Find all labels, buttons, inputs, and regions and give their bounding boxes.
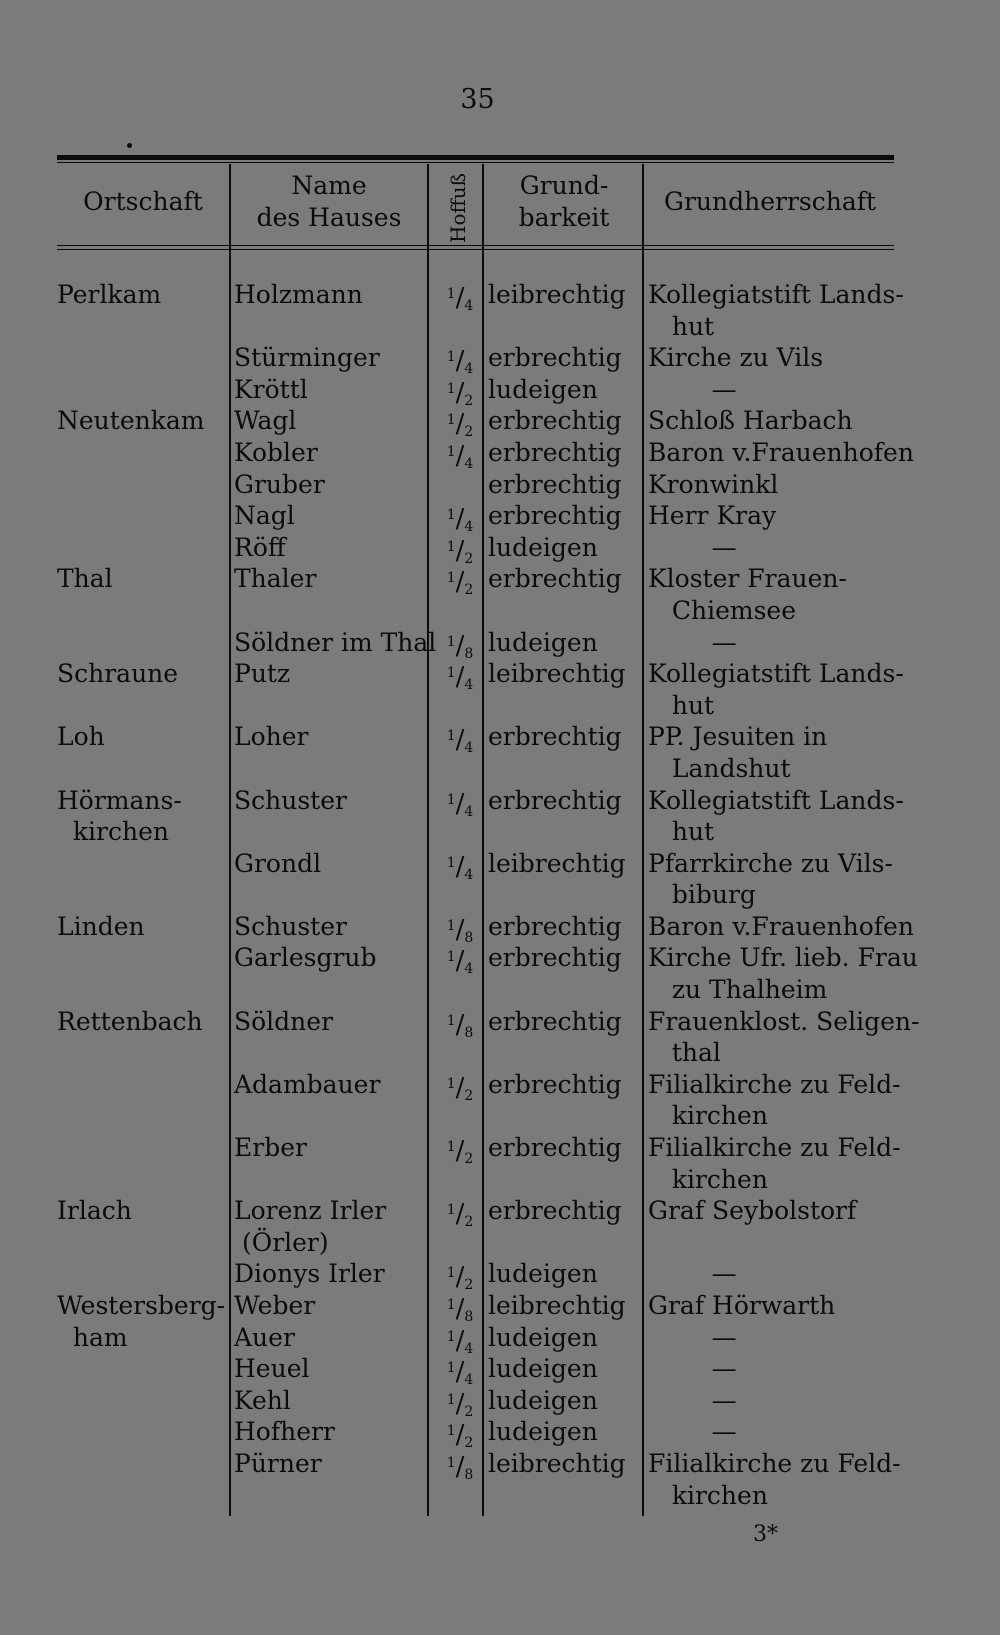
- cell-grundbarkeit: erbrechtig: [488, 785, 622, 815]
- cell-grundbarkeit: ludeigen: [488, 1417, 598, 1447]
- cell-grundbarkeit: ludeigen: [488, 532, 598, 562]
- table-row: [0, 658, 1000, 694]
- fraction-denominator: 2: [464, 550, 474, 567]
- fraction-slash: /: [455, 440, 465, 471]
- cell-hausname: Auer: [234, 1322, 295, 1352]
- cell-grundherrschaft: Baron v.Frauenhofen: [648, 911, 914, 941]
- cell-grundherrschaft: Kronwinkl: [648, 469, 779, 499]
- cell-grundbarkeit: erbrechtig: [488, 343, 622, 373]
- cell-hausname: Nagl: [234, 501, 295, 531]
- cell-grundherrschaft: Kirche zu Vils: [648, 343, 824, 373]
- table-row: [0, 753, 1000, 785]
- cell-grundherrschaft: biburg: [648, 880, 756, 910]
- fraction-slash: /: [455, 504, 465, 535]
- table-row: [0, 1385, 1000, 1420]
- fraction-numerator: 1: [446, 949, 456, 966]
- fraction-numerator: 1: [446, 286, 456, 302]
- table-row: [0, 1132, 1000, 1168]
- top-rule-thin: [57, 162, 894, 163]
- table-row: [0, 1100, 1000, 1132]
- table-row: [0, 311, 1000, 343]
- fraction-denominator: 4: [464, 677, 474, 694]
- table-row: [0, 721, 1000, 757]
- table-row: [0, 374, 1000, 409]
- fraction-denominator: 4: [464, 361, 474, 378]
- table-row: [0, 848, 1000, 883]
- cell-grundbarkeit: erbrechtig: [488, 1196, 622, 1226]
- table-row: [0, 690, 1000, 722]
- header-hoffuss-text: Hoffuß: [446, 173, 470, 243]
- cell-hausname: (Örler): [234, 1227, 329, 1257]
- table-row: [0, 342, 1000, 378]
- fraction-numerator: 1: [446, 349, 456, 366]
- cell-ortschaft: Schraune: [57, 659, 179, 689]
- table-row: [0, 469, 1000, 501]
- cell-grundbarkeit: ludeigen: [488, 374, 598, 404]
- cell-hausname: Pürner: [234, 1448, 322, 1478]
- fraction-denominator: 8: [464, 929, 474, 946]
- fraction-numerator: 1: [446, 1297, 456, 1313]
- cell-grundherrschaft: Baron v.Frauenhofen: [648, 437, 914, 467]
- cell-grundherrschaft: Kloster Frauen-: [648, 564, 847, 594]
- fraction-numerator: 1: [446, 633, 456, 650]
- cell-ortschaft: Rettenbach: [57, 1006, 203, 1036]
- table-row: [0, 1322, 1000, 1357]
- fraction-denominator: 2: [464, 1151, 474, 1168]
- table-row: [0, 1448, 1000, 1483]
- fraction-slash: /: [455, 725, 465, 756]
- table-row: [0, 911, 1000, 946]
- fraction-slash: /: [455, 630, 465, 661]
- fraction-denominator: 2: [464, 424, 474, 441]
- fraction-numerator: 1: [446, 917, 456, 934]
- fraction-denominator: 4: [464, 1372, 474, 1389]
- fraction-slash: /: [455, 567, 465, 598]
- cell-grundbarkeit: erbrechtig: [488, 722, 622, 752]
- cell-grundherrschaft: —: [648, 532, 737, 562]
- fraction-slash: /: [455, 346, 465, 377]
- cell-grundherrschaft: Schloß Harbach: [648, 406, 853, 436]
- fraction-denominator: 4: [464, 298, 474, 314]
- cell-hausname: Erber: [234, 1133, 307, 1163]
- fraction-numerator: 1: [446, 1075, 456, 1092]
- cell-grundherrschaft: Kollegiatstift Lands-: [648, 785, 904, 815]
- cell-hausname: Dionys Irler: [234, 1259, 385, 1289]
- signature-mark: 3*: [753, 1522, 778, 1547]
- cell-hausname: Kobler: [234, 437, 318, 467]
- table-row: [0, 595, 1000, 627]
- fraction-numerator: 1: [446, 791, 456, 808]
- cell-grundbarkeit: erbrechtig: [488, 469, 622, 499]
- cell-hausname: Putz: [234, 659, 291, 689]
- cell-grundbarkeit: erbrechtig: [488, 911, 622, 941]
- fraction-numerator: 1: [446, 443, 456, 460]
- cell-ortschaft: Thal: [57, 564, 113, 594]
- fraction-numerator: 1: [446, 1139, 456, 1156]
- fraction-denominator: 2: [464, 1214, 474, 1231]
- table-row: [0, 974, 1000, 1006]
- fraction-denominator: 4: [464, 803, 474, 820]
- cell-grundherrschaft: Filialkirche zu Feld-: [648, 1133, 901, 1163]
- cell-grundbarkeit: erbrechtig: [488, 501, 622, 531]
- fraction-numerator: 1: [446, 412, 456, 429]
- cell-hausname: Kröttl: [234, 374, 308, 404]
- top-rule-thick: [57, 155, 894, 160]
- cell-grundherrschaft: kirchen: [648, 1164, 768, 1194]
- cell-hausname: Söldner: [234, 1006, 334, 1036]
- fraction-slash: /: [455, 1420, 465, 1451]
- fraction-slash: /: [455, 1136, 465, 1167]
- fraction-denominator: 2: [464, 1087, 474, 1104]
- fraction-numerator: 1: [446, 1265, 456, 1282]
- header-rule-1: [57, 245, 894, 246]
- table-row: [0, 500, 1000, 536]
- table-row: [0, 879, 1000, 911]
- fraction-numerator: 1: [446, 728, 456, 745]
- cell-ortschaft: Loh: [57, 722, 105, 752]
- cell-grundherrschaft: Frauenklost. Seligen-: [648, 1006, 920, 1036]
- cell-grundherrschaft: Kirche Ufr. lieb. Frau: [648, 943, 918, 973]
- cell-grundbarkeit: erbrechtig: [488, 406, 622, 436]
- fraction-slash: /: [455, 662, 465, 693]
- cell-grundbarkeit: erbrechtig: [488, 1133, 622, 1163]
- table-row: [0, 1195, 1000, 1231]
- header-hoffuss: [432, 173, 484, 243]
- fraction-numerator: 1: [446, 1391, 456, 1408]
- cell-grundbarkeit: ludeigen: [488, 1354, 598, 1384]
- fraction-numerator: 1: [446, 1423, 456, 1440]
- table-row: [0, 1290, 1000, 1325]
- fraction-slash: /: [455, 1294, 465, 1324]
- cell-grundherrschaft: —: [648, 1385, 737, 1415]
- fraction-denominator: 2: [464, 1403, 474, 1420]
- cell-ortschaft: Irlach: [57, 1196, 132, 1226]
- fraction-numerator: 1: [446, 1328, 456, 1345]
- fraction-denominator: 8: [464, 1024, 474, 1041]
- header-ortschaft: Ortschaft: [83, 187, 203, 216]
- cell-hausname: Schuster: [234, 785, 347, 815]
- cell-hausname: Weber: [234, 1291, 316, 1320]
- cell-grundbarkeit: erbrechtig: [488, 1069, 622, 1099]
- cell-grundbarkeit: erbrechtig: [488, 564, 622, 594]
- cell-grundbarkeit: erbrechtig: [488, 437, 622, 467]
- cell-hausname: Holzmann: [234, 280, 363, 309]
- cell-hausname: Loher: [234, 722, 309, 752]
- header-grundherrschaft: Grundherrschaft: [663, 187, 877, 216]
- cell-grundherrschaft: hut: [648, 311, 715, 341]
- table-row: [0, 1258, 1000, 1294]
- fraction-numerator: 1: [446, 570, 456, 587]
- cell-ortschaft: Neutenkam: [57, 406, 205, 436]
- fraction-slash: /: [455, 283, 465, 313]
- cell-hausname: Adambauer: [234, 1069, 381, 1099]
- cell-grundherrschaft: hut: [648, 690, 715, 720]
- fraction-numerator: 1: [446, 507, 456, 524]
- cell-grundherrschaft: kirchen: [648, 1480, 768, 1510]
- header-grundbarkeit: [486, 170, 642, 234]
- fraction-denominator: 8: [464, 1466, 474, 1483]
- table-row: [0, 405, 1000, 441]
- fraction-denominator: 8: [464, 1309, 474, 1325]
- cell-grundherrschaft: Kollegiatstift Lands-: [648, 280, 904, 309]
- fraction-denominator: 4: [464, 1340, 474, 1357]
- cell-grundbarkeit: leibrechtig: [488, 1291, 626, 1320]
- cell-grundherrschaft: Graf Seybolstorf: [648, 1196, 857, 1226]
- cell-ortschaft: Perlkam: [57, 280, 162, 309]
- fraction-slash: /: [455, 788, 465, 819]
- fraction-denominator: 2: [464, 1435, 474, 1452]
- cell-grundherrschaft: —: [648, 1354, 737, 1384]
- fraction-slash: /: [455, 1325, 465, 1356]
- fraction-denominator: 4: [464, 740, 474, 757]
- table-row: [0, 279, 1000, 314]
- cell-grundherrschaft: PP. Jesuiten in: [648, 722, 828, 752]
- cell-grundherrschaft: —: [648, 374, 737, 404]
- fraction-slash: /: [455, 1388, 465, 1419]
- cell-hausname: Thaler: [234, 564, 317, 594]
- cell-ortschaft: ham: [57, 1322, 128, 1352]
- cell-grundherrschaft: Filialkirche zu Feld-: [648, 1448, 901, 1478]
- table-row: [0, 627, 1000, 662]
- table-row: [0, 532, 1000, 567]
- table-body: [0, 279, 1000, 1511]
- cell-grundherrschaft: Kollegiatstift Lands-: [648, 659, 904, 689]
- fraction-numerator: 1: [446, 538, 456, 555]
- table-row: [0, 785, 1000, 820]
- cell-grundherrschaft: —: [648, 627, 737, 657]
- cell-grundherrschaft: Chiemsee: [648, 595, 796, 625]
- fraction-slash: /: [455, 1199, 465, 1230]
- table-row: [0, 816, 1000, 848]
- table-row: [0, 1069, 1000, 1104]
- fraction-slash: /: [455, 1072, 465, 1103]
- fraction-numerator: 1: [446, 1360, 456, 1377]
- ink-speck: [127, 143, 132, 148]
- cell-hausname: Hofherr: [234, 1417, 335, 1447]
- fraction-numerator: 1: [446, 665, 456, 682]
- table-row: [0, 1416, 1000, 1452]
- cell-ortschaft: Westersberg-: [57, 1291, 226, 1320]
- cell-ortschaft: Linden: [57, 911, 145, 941]
- cell-grundherrschaft: zu Thalheim: [648, 975, 828, 1005]
- header-grund-line1: Grund-: [519, 171, 609, 200]
- cell-grundherrschaft: —: [648, 1417, 737, 1447]
- cell-hausname: Schuster: [234, 911, 347, 941]
- cell-grundherrschaft: —: [648, 1259, 737, 1289]
- cell-grundbarkeit: ludeigen: [488, 627, 598, 657]
- fraction-slash: /: [455, 1357, 465, 1388]
- fraction-denominator: 2: [464, 582, 474, 599]
- fraction-denominator: 8: [464, 645, 474, 662]
- cell-hausname: Lorenz Irler: [234, 1196, 387, 1226]
- cell-ortschaft: Hörmans-: [57, 785, 182, 815]
- cell-hausname: Grondl: [234, 848, 322, 878]
- header-rule-2: [57, 249, 894, 250]
- cell-grundherrschaft: Pfarrkirche zu Vils-: [648, 848, 893, 878]
- cell-hausname: Wagl: [234, 406, 297, 436]
- cell-grundherrschaft: kirchen: [648, 1101, 768, 1131]
- fraction-slash: /: [455, 914, 465, 945]
- cell-grundbarkeit: ludeigen: [488, 1259, 598, 1289]
- header-grund-line2: barkeit: [518, 203, 610, 232]
- cell-hausname: Gruber: [234, 469, 325, 499]
- cell-grundbarkeit: leibrechtig: [488, 280, 626, 309]
- fraction-denominator: 2: [464, 1277, 474, 1294]
- cell-hausname: Heuel: [234, 1354, 310, 1384]
- cell-grundbarkeit: ludeigen: [488, 1385, 598, 1415]
- table-row: [0, 1164, 1000, 1196]
- cell-grundbarkeit: leibrechtig: [488, 848, 626, 878]
- table-row: [0, 1037, 1000, 1069]
- cell-grundherrschaft: thal: [648, 1038, 721, 1068]
- fraction-slash: /: [455, 377, 465, 408]
- fraction-slash: /: [455, 851, 465, 882]
- cell-grundherrschaft: Graf Hörwarth: [648, 1291, 836, 1320]
- cell-hausname: Stürminger: [234, 343, 380, 373]
- fraction-slash: /: [455, 1009, 465, 1040]
- fraction-slash: /: [455, 535, 465, 566]
- fraction-numerator: 1: [446, 380, 456, 397]
- table-row: [0, 437, 1000, 472]
- cell-hausname: Söldner im Thal: [234, 627, 437, 657]
- header-name-line2: des Hauses: [256, 203, 402, 232]
- header-name-des-hauses: [231, 170, 427, 234]
- cell-grundbarkeit: erbrechtig: [488, 943, 622, 973]
- header-name-line1: Name: [291, 171, 367, 200]
- fraction-numerator: 1: [446, 1454, 456, 1471]
- cell-hausname: Kehl: [234, 1385, 291, 1415]
- fraction-slash: /: [455, 946, 465, 977]
- cell-grundbarkeit: ludeigen: [488, 1322, 598, 1352]
- cell-grundherrschaft: —: [648, 1322, 737, 1352]
- cell-grundbarkeit: leibrechtig: [488, 1448, 626, 1478]
- cell-grundherrschaft: Herr Kray: [648, 501, 777, 531]
- cell-grundbarkeit: leibrechtig: [488, 659, 626, 689]
- fraction-denominator: 4: [464, 866, 474, 883]
- fraction-denominator: 4: [464, 961, 474, 978]
- cell-grundherrschaft: hut: [648, 817, 715, 847]
- cell-grundherrschaft: Filialkirche zu Feld-: [648, 1069, 901, 1099]
- fraction-numerator: 1: [446, 854, 456, 871]
- fraction-numerator: 1: [446, 1202, 456, 1219]
- page-number: 35: [460, 84, 495, 115]
- cell-grundherrschaft: Landshut: [648, 753, 791, 783]
- cell-grundbarkeit: erbrechtig: [488, 1006, 622, 1036]
- table-row: [0, 942, 1000, 978]
- fraction-numerator: 1: [446, 1012, 456, 1029]
- table-row: [0, 1353, 1000, 1389]
- table-row: [0, 1480, 1000, 1512]
- table-row: [0, 1227, 1000, 1259]
- cell-hausname: Garlesgrub: [234, 943, 377, 973]
- fraction-slash: /: [455, 409, 465, 440]
- table-row: [0, 1006, 1000, 1041]
- fraction-denominator: 2: [464, 392, 474, 409]
- fraction-slash: /: [455, 1262, 465, 1293]
- fraction-denominator: 4: [464, 455, 474, 472]
- cell-ortschaft: kirchen: [57, 817, 169, 847]
- cell-hausname: Röff: [234, 532, 286, 562]
- fraction-slash: /: [455, 1451, 465, 1482]
- fraction-denominator: 4: [464, 519, 474, 536]
- table-row: [0, 563, 1000, 599]
